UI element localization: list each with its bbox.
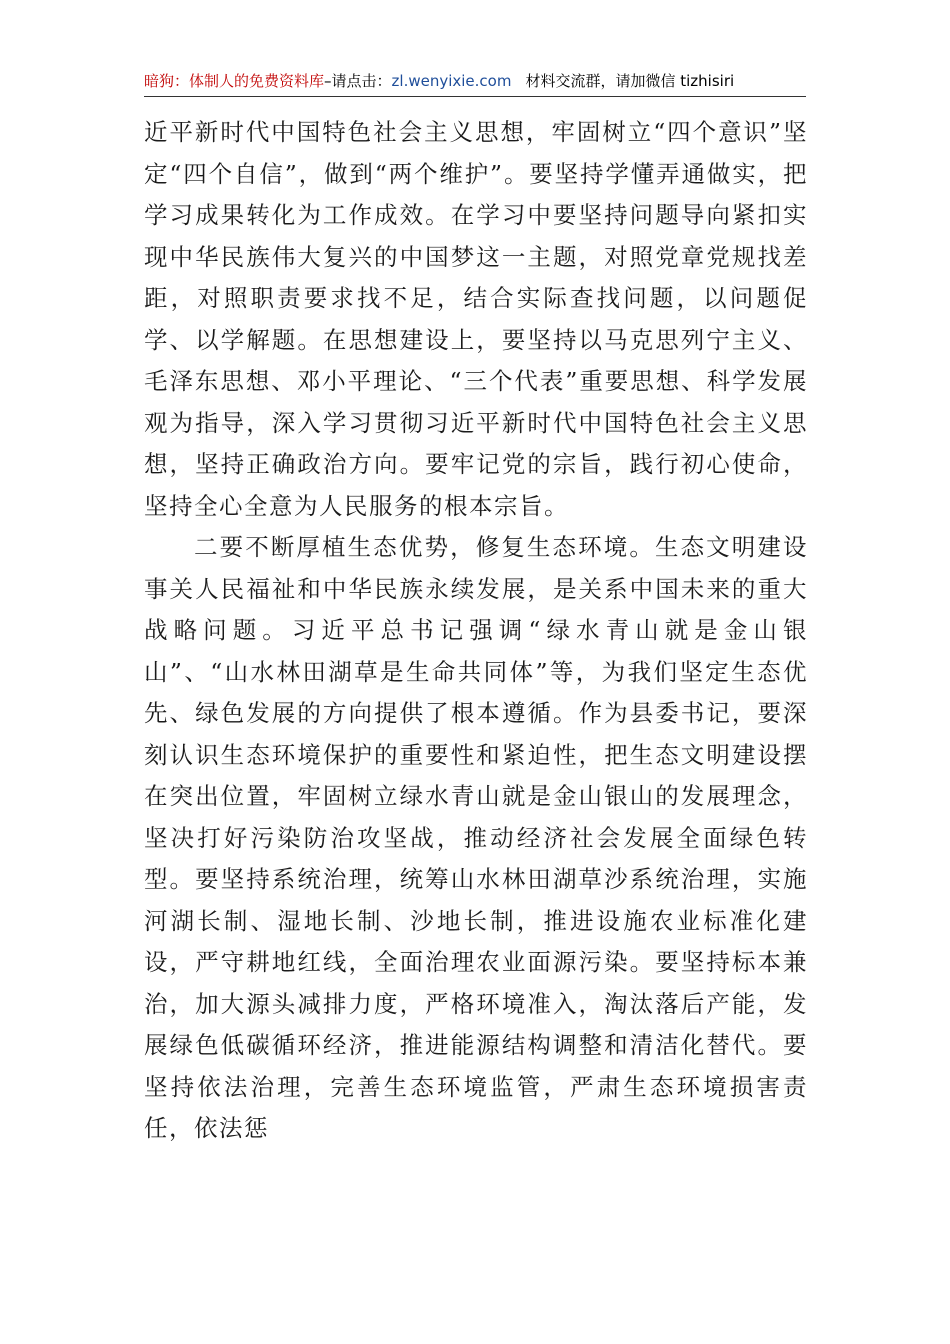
document-body	[144, 112, 808, 1150]
header-prompt: –请点击：	[324, 72, 392, 90]
header-brand: 暗狗：体制人的免费资料库	[144, 72, 325, 90]
header-contact: 材料交流群，请加微信 tizhisiri	[525, 72, 735, 90]
page-header	[144, 70, 806, 97]
header-link[interactable]: zl.wenyixie.com	[391, 72, 512, 90]
paragraph-continuation: 近平新时代中国特色社会主义思想，牢固树立“四个意识”坚定“四个自信”，做到“两个维护”。要坚持学懂弄通做实，把学习成果转化为工作成效。在学习中要坚持问题导向紧扣实现中华民族伟大复兴的中国梦这一主题，对照党章党规找差距，对照职责要求找不足，结合实际查找问题，以问题促学、以学解题。在思想建设上，要坚持以马克思列宁主义、毛泽东思想、邓小平理论、“三个代表”重要思想、科学发展观为指导，深入学习贯彻习近平新时代中国特色社会主义思想，坚持正确政治方向。要牢记党的宗旨，践行初心使命，坚持全心全意为人民服务的根本宗旨。	[144, 118, 808, 520]
paragraph-ecology: 二要不断厚植生态优势，修复生态环境。生态文明建设事关人民福祉和中华民族永续发展，是关系中国未来的重大战略问题。习近平总书记强调“绿水青山就是金山银山”、“山水林田湖草是生命共同体”等，为我们坚定生态优先、绿色发展的方向提供了根本遵循。作为县委书记，要深刻认识生态环境保护的重要性和紧迫性，把生态文明建设摆在突出位置，牢固树立绿水青山就是金山银山的发展理念，坚决打好污染防治攻坚战，推动经济社会发展全面绿色转型。要坚持系统治理，统筹山水林田湖草沙系统治理，实施河湖长制、湿地长制、沙地长制，推进设施农业标准化建设，严守耕地红线，全面治理农业面源污染。要坚持标本兼治，加大源头减排力度，严格环境准入，淘汰落后产能，发展绿色低碳循环经济，推进能源结构调整和清洁化替代。要坚持依法治理，完善生态环境监管，严肃生态环境损害责任，依法惩	[144, 533, 808, 1142]
